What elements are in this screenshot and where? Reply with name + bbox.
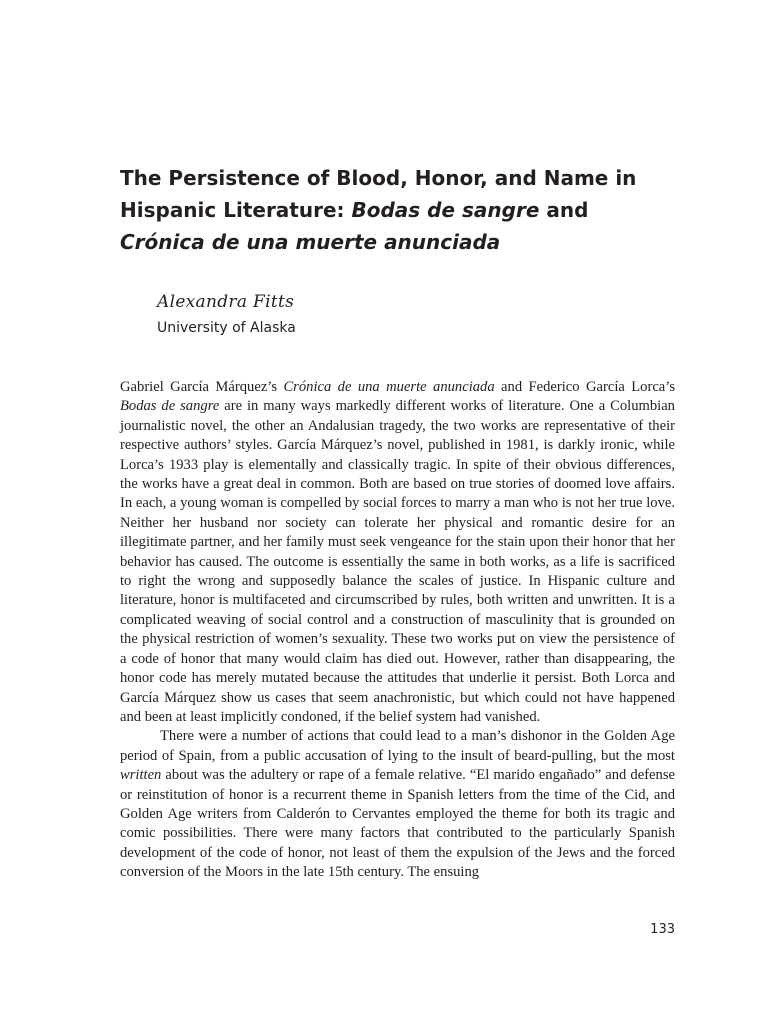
p1-text-2: and Federico García Lorca’s bbox=[494, 379, 676, 395]
article-title bbox=[120, 162, 660, 258]
p1-italic-bodas: Bodas de sangre bbox=[120, 398, 220, 415]
paragraph-1 bbox=[120, 378, 675, 727]
author-affiliation: University of Alaska bbox=[157, 320, 296, 336]
p2-italic-written: written bbox=[120, 767, 162, 784]
p1-text-3: are in many ways markedly different works of literature. One a Columbian journalistic novel, the other an Andalusian tragedy, the two works are representative of their respective authors’ styles. García Márquez’s novel, published in 1981, is darkly ironic, while Lorca’s 1933 play is elementally and classically tragic. In spite of their obvious differences, the works have a great deal in common. Both are based on true stories of doomed love affairs. In each, a young woman is compelled by social forces to marry a man who is not her true love. Neither her husband nor society can tolerate her physical and romantic desire for an illegitimate partner, and her family must seek vengeance for the stain upon their honor that her behavior has caused. The outcome is essentially the same in both works, as a life is sacrificed to right the wrong and supposedly balance the scales of justice. In Hispanic culture and literature, honor is multifaceted and circumscribed by rules, both written and unwritten. It is a complicated weaving of social control and a construction of masculinity that is grounded on the physical restriction of women’s sexuality. These two works put on view the persistence of a code of honor that many would claim has died out. However, rather than disappearing, the honor code has merely mutated because the attitudes that underlie it persist. Both Lorca and García Márquez show us cases that seem anachronistic, but which could not have happened and been at least implicitly condoned, if the belief system had vanished. bbox=[120, 398, 675, 725]
p1-italic-cronica: Crónica de una muerte anunciada bbox=[283, 379, 495, 395]
page-number: 133 bbox=[650, 922, 675, 937]
title-text-part1: The Persistence of Blood, Honor, and Name in Hispanic Literature: bbox=[120, 166, 637, 222]
title-text-part2: and bbox=[539, 198, 589, 222]
author-name: Alexandra Fitts bbox=[157, 292, 295, 312]
title-italic-bodas: Bodas de sangre bbox=[351, 198, 540, 222]
paragraph-2 bbox=[120, 727, 675, 882]
article-body bbox=[120, 378, 675, 883]
p2-text-1: There were a number of actions that could lead to a man’s dishonor in the Golden Age period of Spain, from a public accusation of lying to the insult of beard-pulling, but the most bbox=[120, 728, 675, 764]
title-italic-cronica: Crónica de una muerte anunciada bbox=[120, 230, 501, 254]
p1-text-1: Gabriel García Márquez’s bbox=[120, 379, 284, 395]
p2-text-2: about was the adultery or rape of a female relative. “El marido engañado” and defense or reinstitution of honor is a recurrent theme in Spanish letters from the time of the Cid, and Golden Age writers from Calderón to Cervantes employed the theme for both its tragic and comic possibilities. There were many factors that contributed to the particularly Spanish development of the code of honor, not least of them the expulsion of the Jews and the forced conversion of the Moors in the late 15th century. The ensuing bbox=[120, 767, 675, 881]
